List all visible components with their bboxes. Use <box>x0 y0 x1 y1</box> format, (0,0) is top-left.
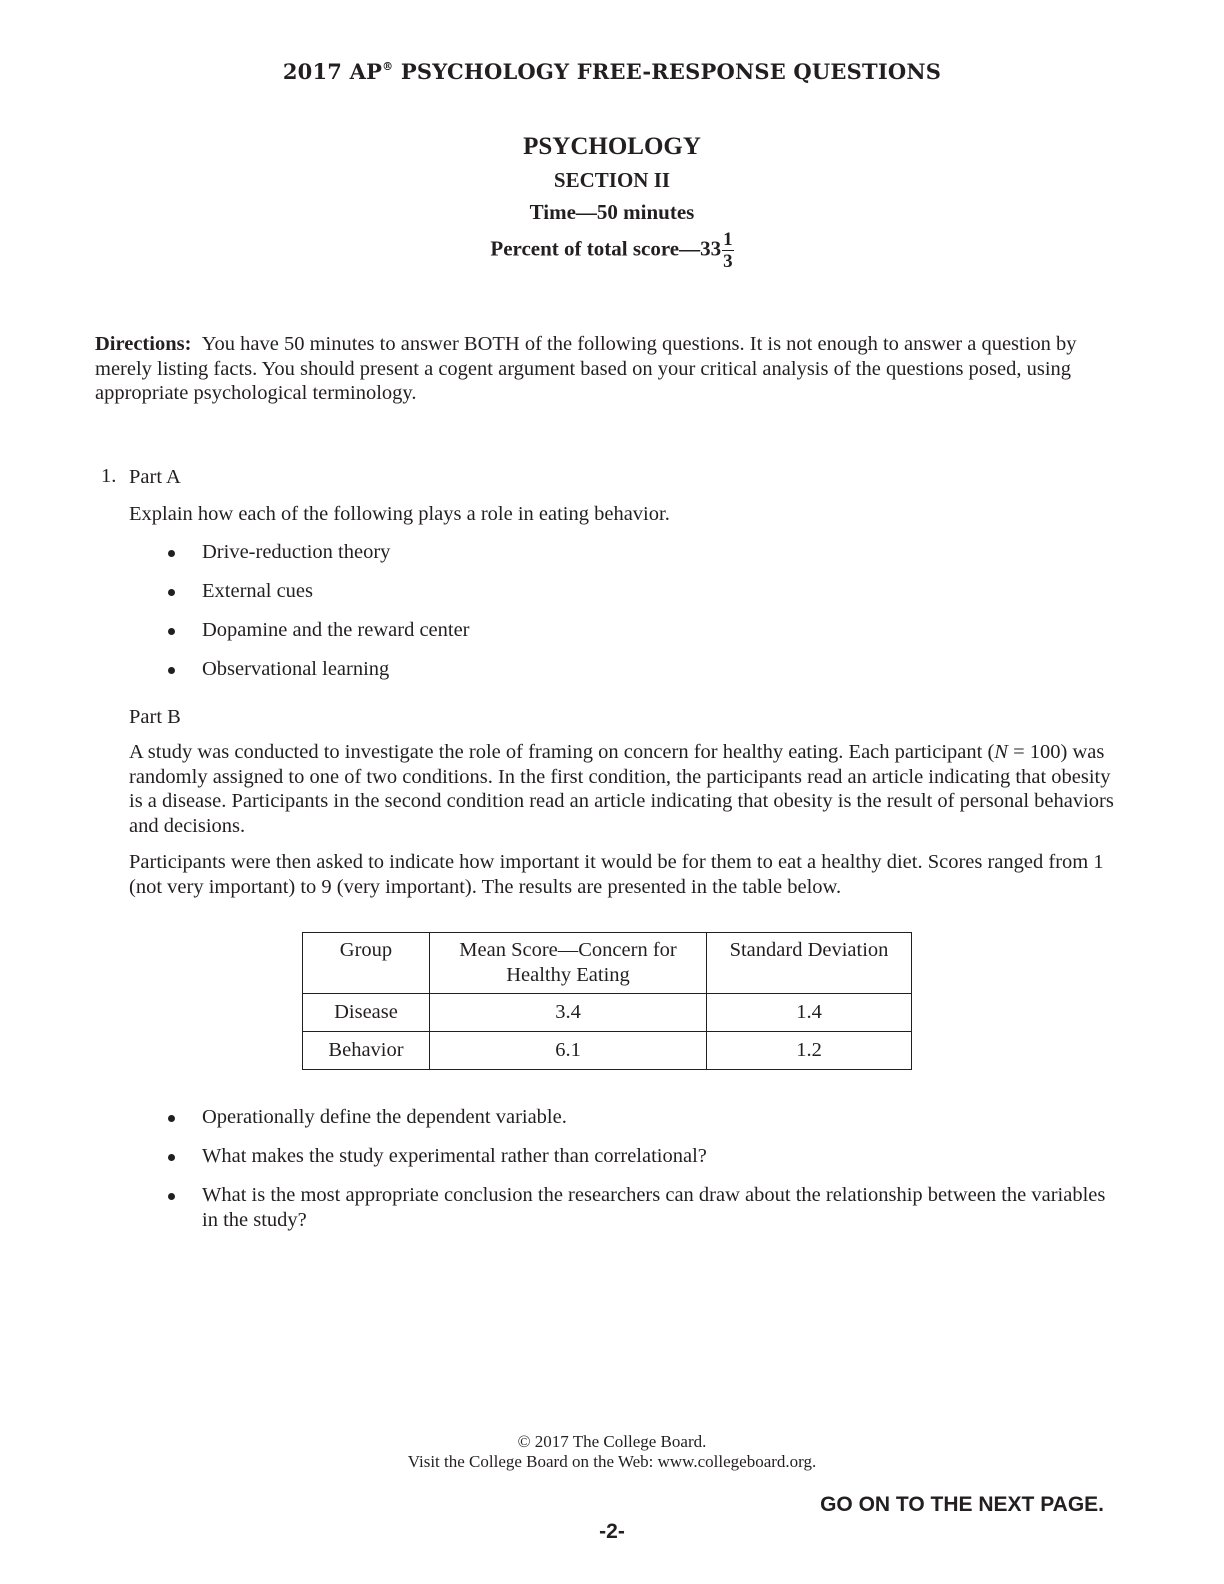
sample-size-symbol: N <box>994 741 1008 763</box>
exam-header <box>0 59 1224 84</box>
website-notice: Visit the College Board on the Web: www.collegeboard.org. <box>407 1452 817 1471</box>
part-b-para1-start: A study was conducted to investigate the role of framing on concern for healthy eating. Each participant ( <box>129 741 995 763</box>
list-item <box>164 1105 1114 1130</box>
directions-label: Directions: <box>95 333 192 355</box>
percent-fraction <box>722 230 734 271</box>
list-item-text: External cues <box>202 580 313 602</box>
part-a-label: Part A <box>129 466 181 488</box>
part-b-list <box>164 1105 1114 1232</box>
section-percent-label: Percent of total score—33 <box>490 236 722 261</box>
list-item <box>164 1144 1114 1169</box>
question-number: 1. <box>101 465 117 487</box>
list-item-text: What makes the study experimental rather than correlational? <box>202 1145 707 1167</box>
part-a-prompt: Explain how each of the following plays a role in eating behavior. <box>129 503 670 525</box>
table-header-standard-deviation: Standard Deviation <box>707 933 912 994</box>
bullet-icon <box>168 550 175 557</box>
list-item <box>164 540 1114 565</box>
bullet-icon <box>168 628 175 635</box>
part-b-paragraph-2: Participants were then asked to indicate how important it would be for them to eat a healthy diet. Scores ranged from 1 (not very important) to 9 (very important). The results are presented in the table below. <box>129 851 1104 898</box>
section-time: Time—50 minutes <box>529 200 695 224</box>
section-label: SECTION II <box>553 168 671 192</box>
go-to-next-page: GO ON TO THE NEXT PAGE. <box>820 1493 1104 1516</box>
bullet-icon <box>168 589 175 596</box>
results-table <box>302 932 912 1070</box>
page-number: -2- <box>599 1520 625 1543</box>
bullet-icon <box>168 1115 175 1122</box>
exam-header-prefix: 2017 AP <box>282 59 383 84</box>
table-cell-group: Behavior <box>303 1032 430 1070</box>
section-subject: PSYCHOLOGY <box>523 133 701 160</box>
bullet-icon <box>168 667 175 674</box>
table-cell-sd: 1.2 <box>707 1032 912 1070</box>
table-header-row <box>303 933 912 994</box>
list-item-text: Operationally define the dependent variable. <box>202 1106 567 1128</box>
table-row <box>303 1032 912 1070</box>
directions <box>95 332 1125 406</box>
part-b-para1-end: = 100) was randomly assigned to one of two conditions. In the first condition, the participants read an article indicating that obesity is a disease. Participants in the second condition read an article indicating that obesity is the result of personal behaviors and decisions. <box>129 741 1114 837</box>
table-row <box>303 994 912 1032</box>
list-item <box>164 579 1114 604</box>
table-cell-mean: 3.4 <box>430 994 707 1032</box>
table-cell-mean: 6.1 <box>430 1032 707 1070</box>
list-item-text: Observational learning <box>202 658 390 680</box>
exam-header-suffix: PSYCHOLOGY FREE-RESPONSE QUESTIONS <box>393 59 942 84</box>
section-percent <box>0 230 1224 271</box>
list-item-text: Drive-reduction theory <box>202 541 391 563</box>
table-header-mean-score: Mean Score—Concern for Healthy Eating <box>430 933 707 994</box>
list-item <box>164 657 1114 682</box>
registered-mark: ® <box>382 60 394 73</box>
bullet-icon <box>168 1193 175 1200</box>
table-header-group: Group <box>303 933 430 994</box>
copyright-notice: © 2017 The College Board. <box>517 1432 707 1451</box>
list-item-text: Dopamine and the reward center <box>202 619 470 641</box>
list-item-text: What is the most appropriate conclusion the researchers can draw about the relationship between the variables in the study? <box>202 1184 1106 1231</box>
list-item <box>164 618 1114 643</box>
part-b-label: Part B <box>129 706 181 728</box>
list-item <box>164 1183 1114 1232</box>
bullet-icon <box>168 1154 175 1161</box>
table-cell-group: Disease <box>303 994 430 1032</box>
directions-text: You have 50 minutes to answer BOTH of the following questions. It is not enough to answer a question by merely listing facts. You should present a cogent argument based on your critical analysis of the questions posed, using appropriate psychological terminology. <box>95 333 1077 404</box>
fraction-denominator: 3 <box>723 251 733 272</box>
table-cell-sd: 1.4 <box>707 994 912 1032</box>
fraction-numerator: 1 <box>723 229 733 250</box>
part-a-list <box>164 540 1114 682</box>
part-b-paragraph-1 <box>129 740 1119 838</box>
